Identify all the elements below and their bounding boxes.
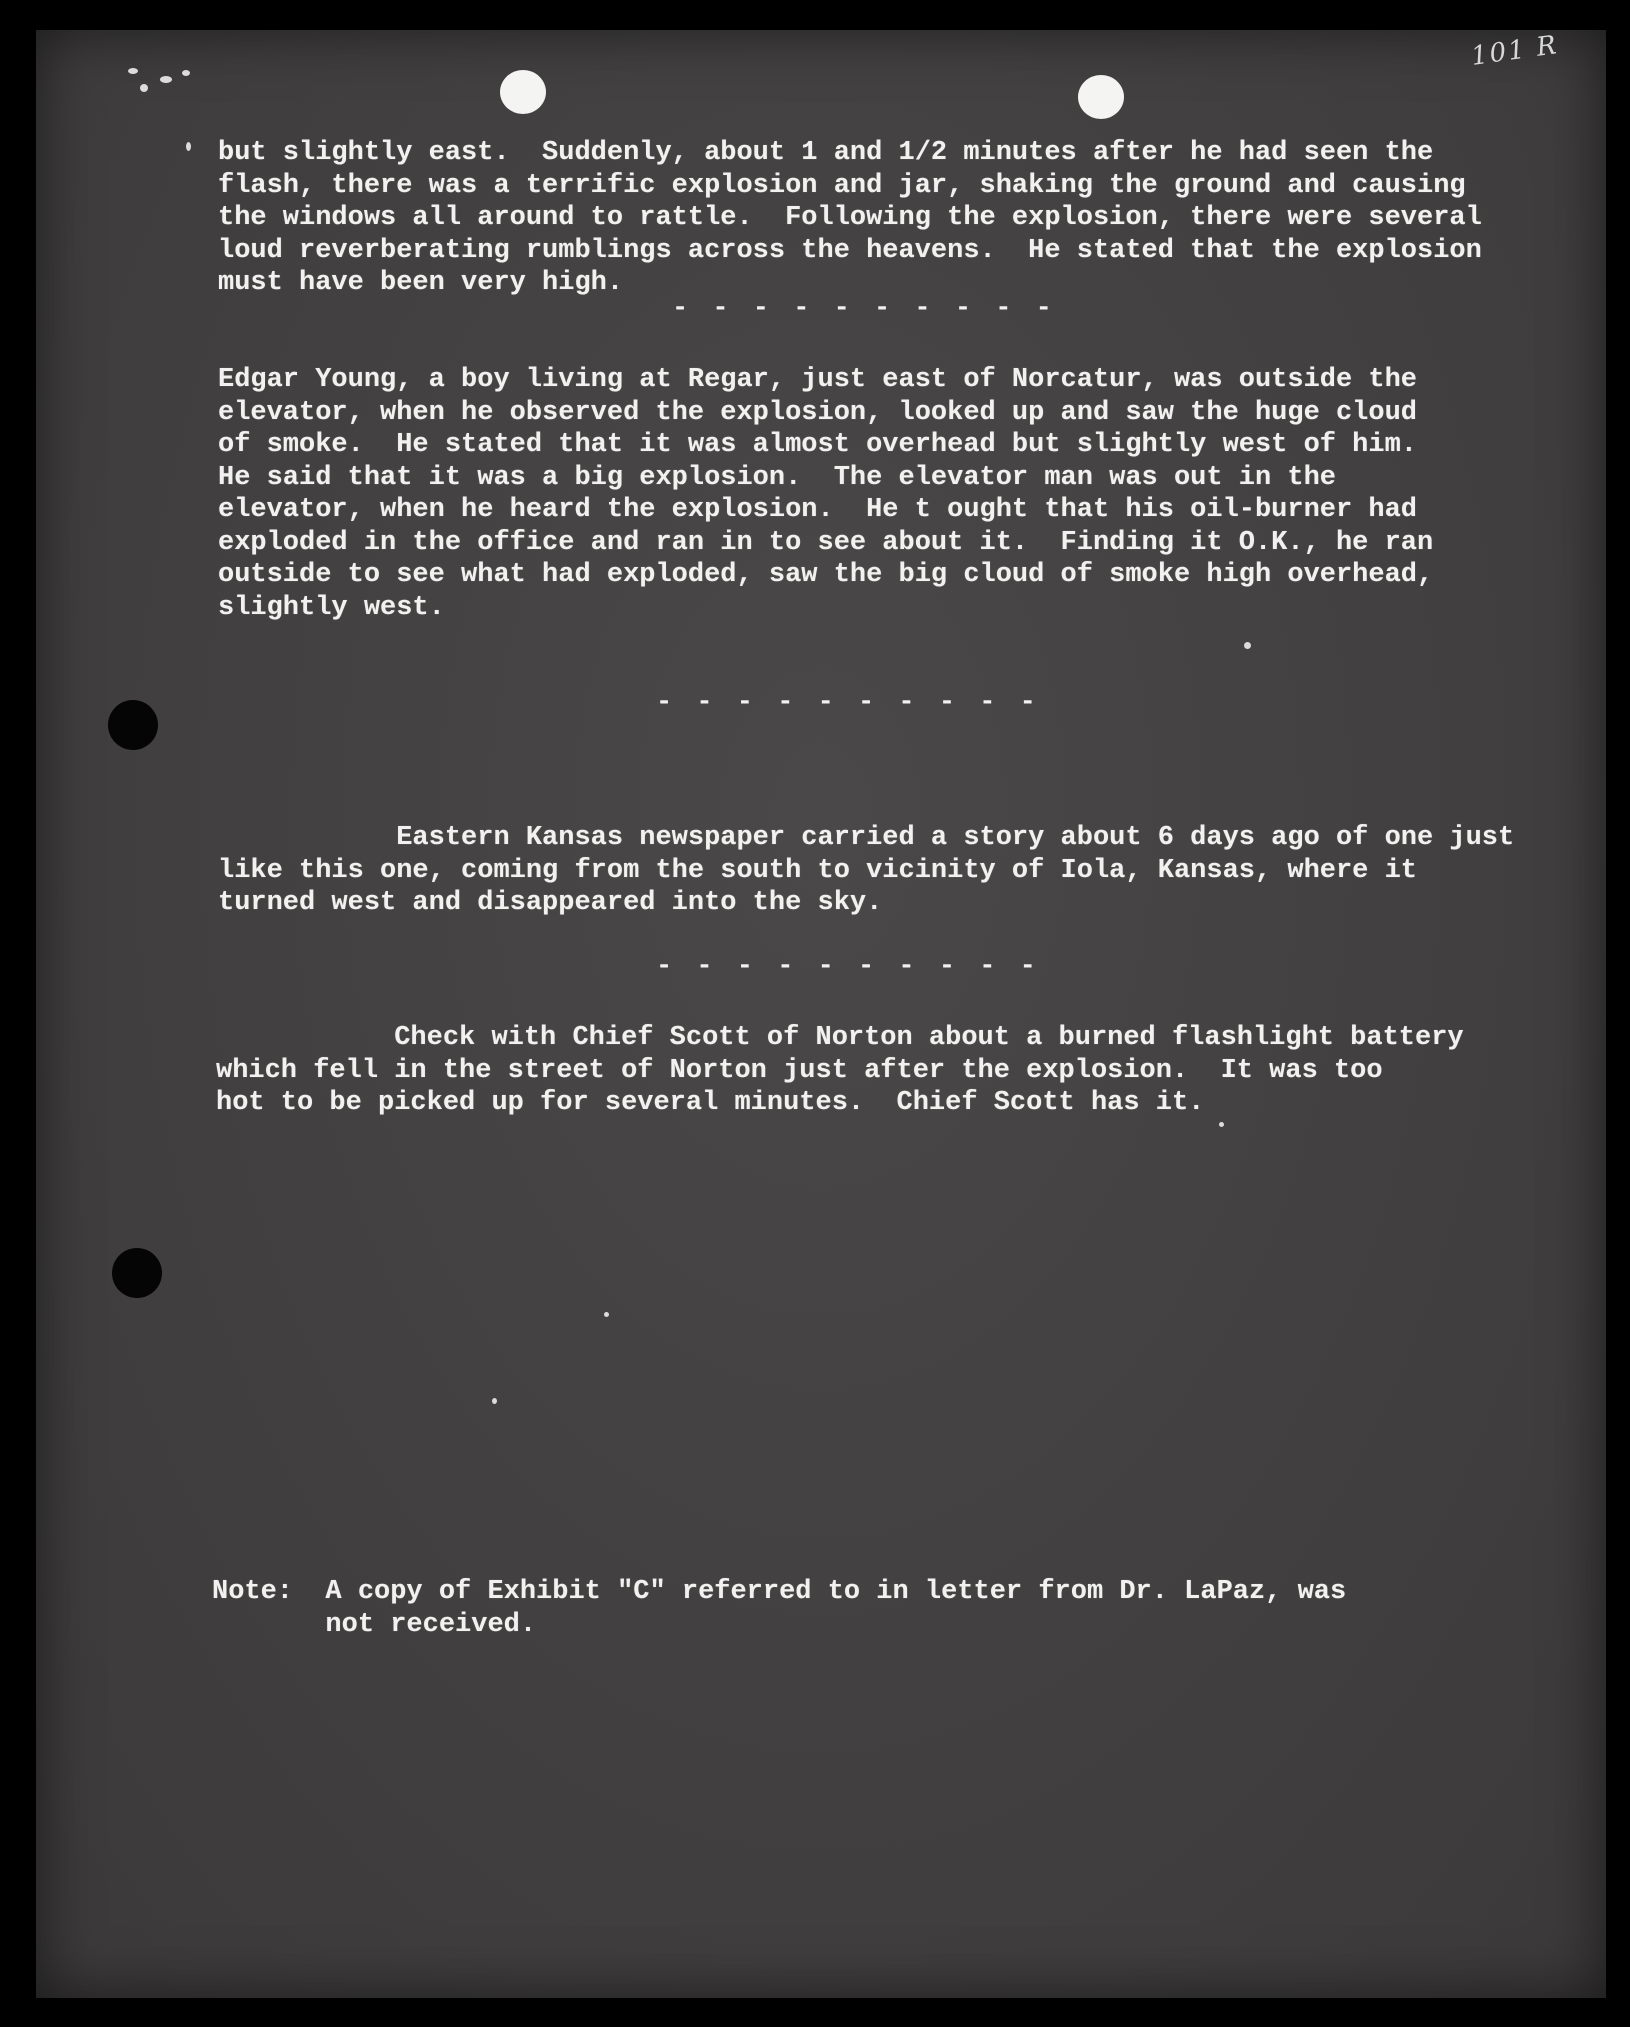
- paper-speck: [182, 70, 190, 76]
- paragraph-chief-scott: Check with Chief Scott of Norton about a burned flashlight battery which fell in the street of Norton just after the explosion. It was too hot to be picked up for several minutes. Chief Scott has it.: [216, 1023, 1464, 1118]
- section-divider: - - - - - - - - - -: [656, 952, 1040, 982]
- punch-hole-top-right: [1078, 75, 1124, 119]
- paper-speck: [1244, 642, 1251, 649]
- paper-speck: [186, 142, 191, 151]
- paper-speck: [160, 76, 172, 83]
- paragraph-edgar-young: Edgar Young, a boy living at Regar, just east of Norcatur, was outside the elevator, when he observed the explosion, looked up and saw the huge cloud of smoke. He stated that it was almost overhead but slightly west of him. He said that it was a big explosion. The elevator man was out in the elevator, when he heard the explosion. He t ought that his oil-burner had exploded in the office and ran in to see about it. Finding it O.K., he ran outside to see what had exploded, saw the big cloud of smoke high overhead, slightly west.: [218, 365, 1434, 623]
- paper-speck: [604, 1312, 609, 1317]
- punch-hole-left-upper: [108, 700, 158, 750]
- section-divider: - - - - - - - - - -: [672, 294, 1056, 324]
- document-sheet: [36, 30, 1606, 1998]
- paper-speck: [140, 84, 148, 92]
- punch-hole-top-left: [500, 70, 546, 114]
- paper-speck: [1219, 1122, 1224, 1127]
- note-exhibit-c: Note: A copy of Exhibit "C" referred to in letter from Dr. LaPaz, was not received.: [212, 1577, 1347, 1640]
- paper-speck: [492, 1398, 497, 1404]
- paragraph-explosion-report: but slightly east. Suddenly, about 1 and 1/2 minutes after he had seen the flash, there was a terrific explosion and jar, shaking the ground and causing the windows all around to rattle. Following the explosion, there were several loud reverberating rumblings across the heavens. He stated that the explosion must have been very high.: [218, 138, 1482, 298]
- handwritten-page-mark: 101 R: [1468, 30, 1560, 72]
- paragraph-eastern-kansas: Eastern Kansas newspaper carried a story about 6 days ago of one just like this one, coming from the south to vicinity of Iola, Kansas, where it turned west and disappeared into the sky.: [218, 823, 1515, 918]
- punch-hole-left-lower: [112, 1248, 162, 1298]
- section-divider: - - - - - - - - - -: [656, 688, 1040, 718]
- paper-speck: [128, 68, 138, 74]
